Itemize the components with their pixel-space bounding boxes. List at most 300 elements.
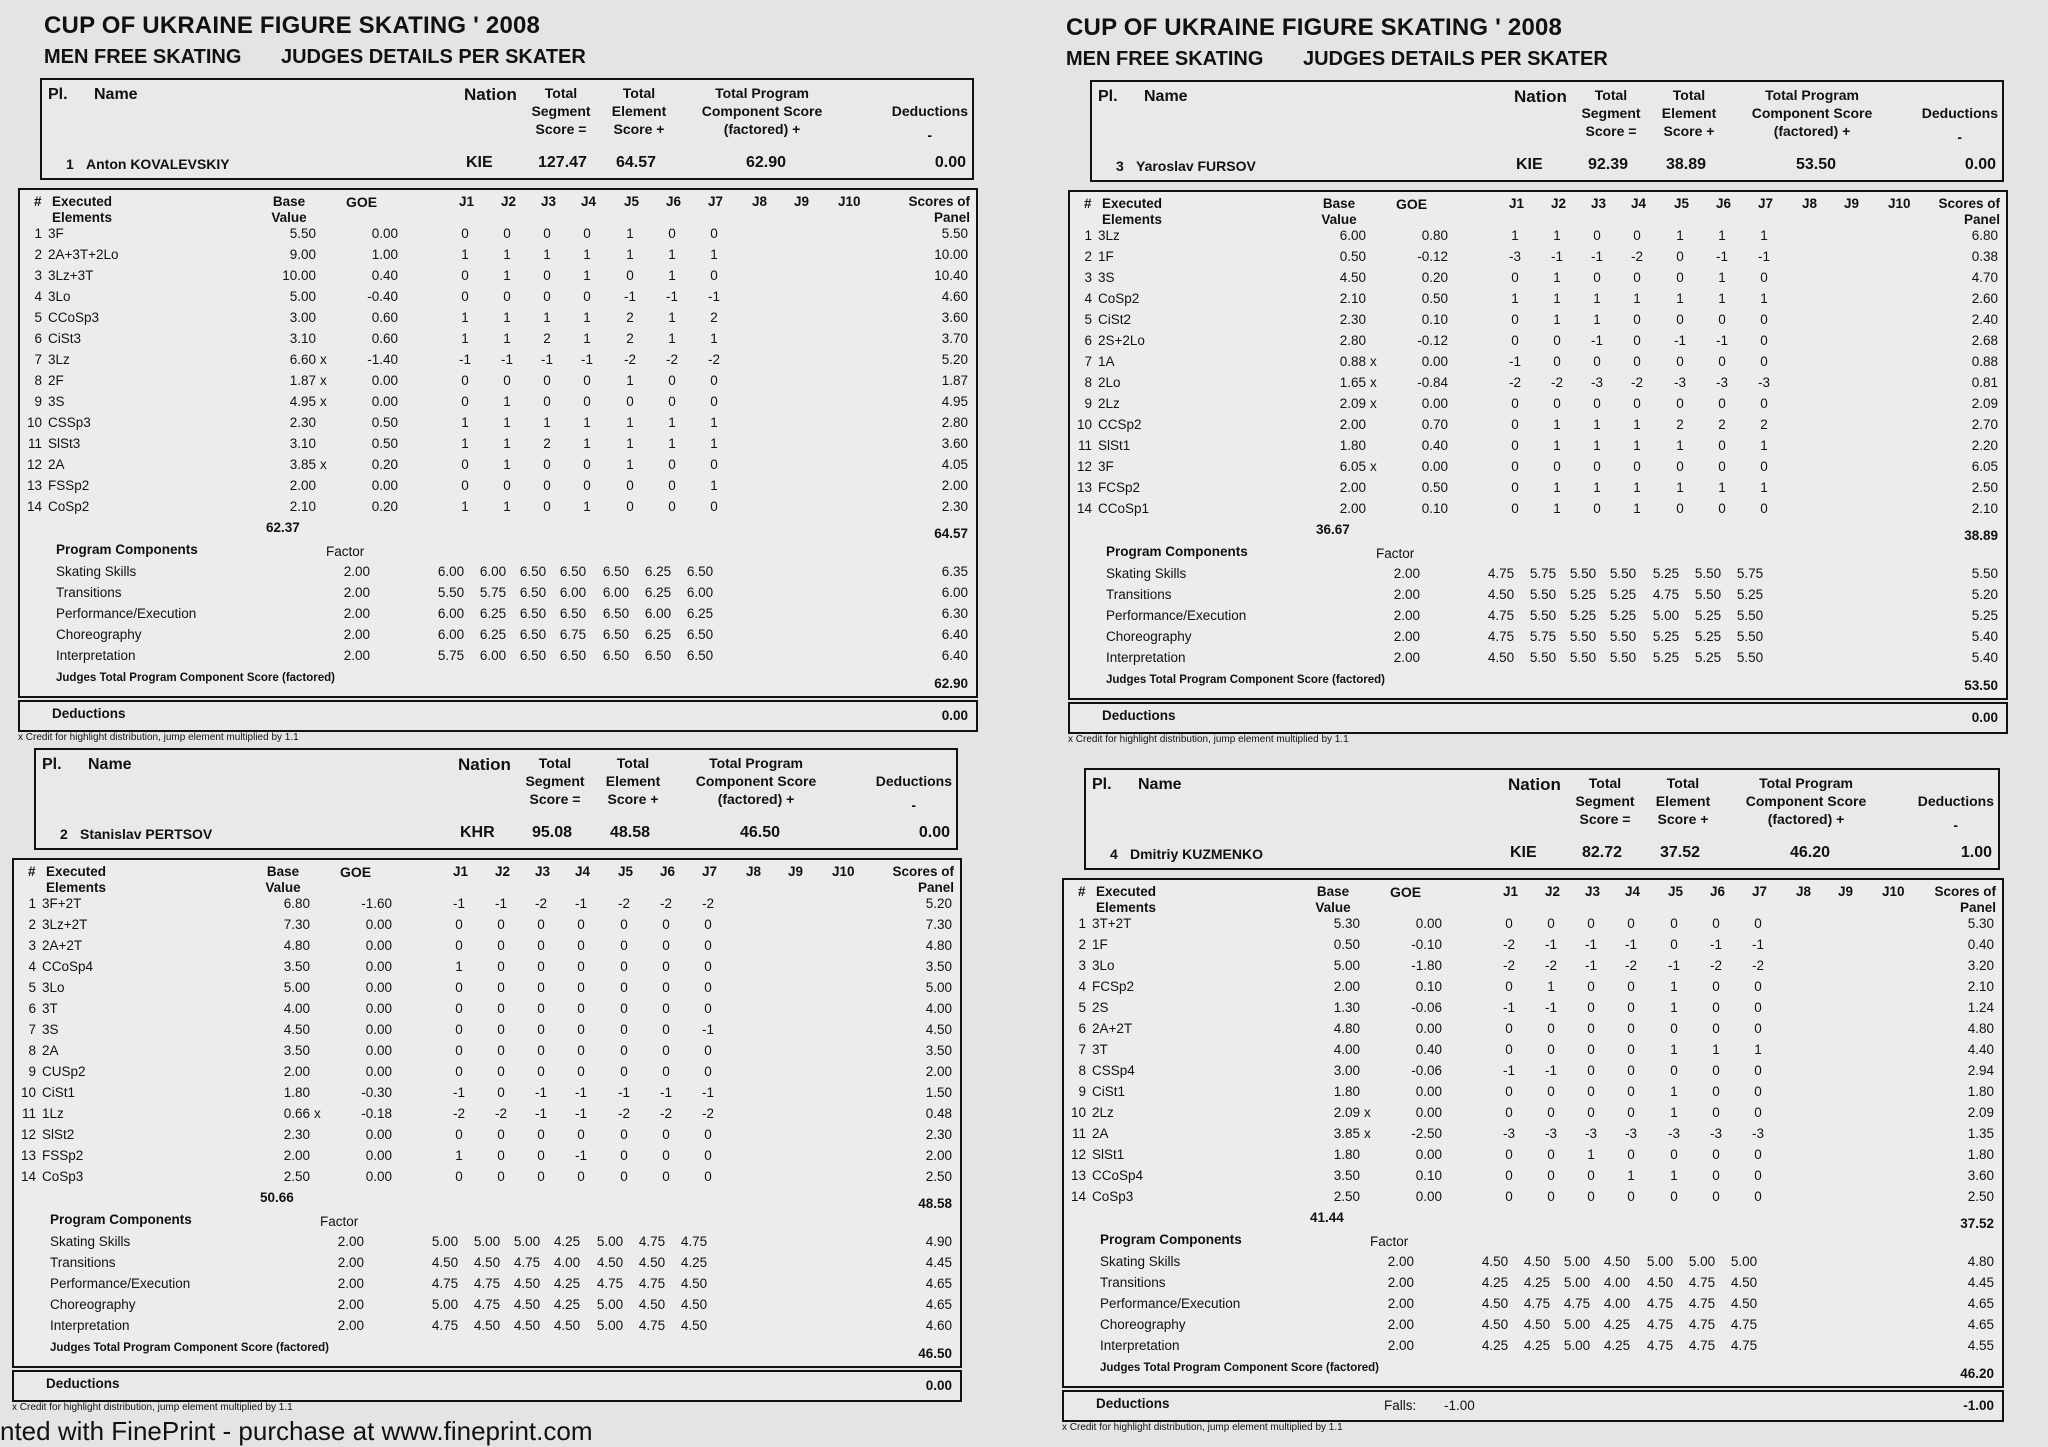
judge-score: 0 [704, 917, 712, 932]
element-number: 7 [28, 1022, 36, 1037]
judge-score: 0 [461, 457, 469, 472]
goe-value: -1.40 [367, 352, 398, 367]
col-judge: J9 [788, 864, 804, 879]
judge-score: 0 [461, 268, 469, 283]
judge-score: -1 [500, 352, 513, 367]
judge-score: -1 [458, 352, 471, 367]
judge-score: 0 [1587, 1168, 1595, 1183]
element-number: 5 [1084, 312, 1092, 327]
element-number: 3 [34, 268, 42, 283]
judge-score: 0 [710, 499, 718, 514]
judge-score: 1 [1633, 438, 1641, 453]
judge-score: 0 [662, 980, 670, 995]
judge-component-score: 6.50 [644, 648, 672, 663]
total-segment-score: 127.47 [538, 154, 587, 171]
judge-score: 1 [1633, 417, 1641, 432]
judge-score: 0 [668, 499, 676, 514]
col-num: # [1078, 884, 1086, 899]
name-label: Name [1144, 88, 1188, 105]
judge-score: -3 [1590, 375, 1603, 390]
col-judge: J8 [746, 864, 762, 879]
goe-value: 0.00 [1415, 916, 1442, 931]
panel-score: 3.60 [941, 310, 968, 325]
judge-score: 0 [497, 917, 505, 932]
col-scores-of-panel: Scores of Panel [908, 194, 970, 225]
judge-component-score: 6.25 [644, 627, 672, 642]
judge-score: 0 [1760, 312, 1768, 327]
judge-score: 0 [1587, 1021, 1595, 1036]
component-factor: 2.00 [337, 1297, 364, 1312]
panel-score: 10.40 [934, 268, 968, 283]
subtitle-report: JUDGES DETAILS PER SKATER [1302, 48, 1608, 70]
component-name: Interpretation [1100, 1338, 1180, 1353]
judge-score: -2 [1544, 958, 1557, 973]
judge-component-score: 6.00 [479, 648, 507, 663]
component-name: Skating Skills [50, 1234, 131, 1249]
judge-score: 0 [503, 478, 511, 493]
element-code: 3S [1098, 270, 1115, 285]
judge-component-score: 4.75 [1652, 587, 1680, 602]
judge-score: 0 [1718, 438, 1726, 453]
base-value: 3.85 [289, 457, 316, 472]
goe-value: 0.00 [1415, 1189, 1442, 1204]
judge-score: -2 [701, 896, 714, 911]
element-code: 2A [42, 1043, 59, 1058]
skater-nation: KIE [1510, 844, 1537, 861]
base-value: 2.00 [1339, 501, 1366, 516]
goe-value: 0.00 [365, 1022, 392, 1037]
judge-score: 0 [537, 1022, 545, 1037]
judge-component-score: 6.00 [437, 606, 465, 621]
element-code: CCoSp4 [42, 959, 94, 974]
base-value: 6.80 [283, 896, 310, 911]
total-component-score: 62.90 [746, 154, 787, 171]
goe-value: -2.50 [1411, 1126, 1442, 1141]
base-value: 3.50 [283, 959, 310, 974]
element-number: 11 [27, 436, 42, 451]
judge-score: 1 [626, 436, 634, 451]
goe-value: -0.18 [361, 1106, 392, 1121]
component-name: Interpretation [1106, 650, 1186, 665]
element-number: 3 [28, 938, 36, 953]
judge-score: 0 [1547, 1042, 1555, 1057]
skater-place: 2 [60, 826, 68, 842]
goe-value: 0.50 [371, 415, 398, 430]
panel-score: 0.81 [1971, 375, 1998, 390]
element-number: 1 [34, 226, 42, 241]
judge-score: -1 [1673, 333, 1686, 348]
judge-score: 0 [1676, 459, 1684, 474]
judge-score: -1 [1757, 249, 1770, 264]
table-row [1064, 1126, 2002, 1146]
judge-component-score: 4.75 [1563, 1296, 1591, 1311]
element-code: 2Lz [1092, 1105, 1114, 1120]
panel-score: 0.38 [1971, 249, 1998, 264]
highlight-mark: x [320, 352, 327, 367]
panel-score: 0.88 [1971, 354, 1998, 369]
judge-component-score: 4.50 [596, 1255, 624, 1270]
element-code: SlSt1 [1098, 438, 1131, 453]
judge-component-score: 6.25 [644, 585, 672, 600]
judge-score: 0 [1676, 354, 1684, 369]
base-value: 2.09 [1333, 1105, 1360, 1120]
judge-score: 0 [497, 1085, 505, 1100]
element-number: 6 [1078, 1021, 1086, 1036]
judge-component-score: 5.50 [1569, 650, 1597, 665]
component-panel-score: 5.50 [1971, 566, 1998, 581]
judge-component-score: 4.75 [1688, 1275, 1716, 1290]
col-goe: GOE [340, 864, 372, 880]
tss-label: Total Segment Score = [525, 755, 585, 807]
base-value: 2.00 [1339, 417, 1366, 432]
table-row [14, 1148, 960, 1168]
component-name: Performance/Execution [1106, 608, 1247, 623]
table-row [14, 1085, 960, 1105]
panel-score: 2.30 [925, 1127, 952, 1142]
judge-score: -1 [1584, 937, 1597, 952]
component-factor: 2.00 [337, 1234, 364, 1249]
tss-label: Total Segment Score = [1581, 87, 1641, 139]
goe-value: 0.10 [1421, 312, 1448, 327]
judge-score: 0 [620, 1127, 628, 1142]
table-row [1070, 396, 2006, 416]
element-number: 11 [1071, 1126, 1086, 1141]
table-row [1070, 480, 2006, 500]
judge-score: 0 [704, 1043, 712, 1058]
judge-score: 1 [1712, 1042, 1720, 1057]
highlight-mark: x [320, 373, 327, 388]
judge-score: 0 [1633, 270, 1641, 285]
element-number: 1 [28, 896, 36, 911]
element-code: CiSt3 [48, 331, 82, 346]
judge-score: 0 [1760, 501, 1768, 516]
judge-score: -1 [1508, 354, 1521, 369]
element-number: 1 [1078, 916, 1086, 931]
judge-score: 0 [1511, 396, 1519, 411]
goe-value: 0.80 [1421, 228, 1448, 243]
judge-score: 0 [1547, 1084, 1555, 1099]
judge-score: 0 [1547, 916, 1555, 931]
component-score-total: 46.20 [1960, 1366, 1994, 1381]
judge-score: -2 [1502, 958, 1515, 973]
base-value: 2.10 [1339, 291, 1366, 306]
judge-score: 1 [461, 310, 469, 325]
judge-score: 1 [1593, 438, 1601, 453]
goe-value: -0.06 [1411, 1000, 1442, 1015]
judge-score: 0 [1627, 916, 1635, 931]
component-panel-score: 4.45 [1967, 1275, 1994, 1290]
judge-component-score: 4.75 [638, 1234, 666, 1249]
judge-component-score: 4.75 [1487, 566, 1515, 581]
element-number: 2 [1084, 249, 1092, 264]
judge-score: 0 [1553, 459, 1561, 474]
judge-score: 0 [1633, 459, 1641, 474]
judges-total-label: Judges Total Program Component Score (factored) [1100, 1362, 1380, 1374]
judge-score: 0 [543, 373, 551, 388]
judge-component-score: 5.00 [1652, 608, 1680, 623]
table-row [14, 938, 960, 958]
judge-component-score: 5.25 [1694, 608, 1722, 623]
name-label: Name [1138, 776, 1182, 793]
judge-score: 0 [668, 478, 676, 493]
judge-score: 0 [1633, 354, 1641, 369]
table-row [1064, 1105, 2002, 1125]
judge-score: -3 [1751, 1126, 1764, 1141]
goe-value: 0.50 [1421, 291, 1448, 306]
judge-score: 1 [668, 331, 676, 346]
judge-score: -1 [1502, 1000, 1515, 1015]
col-judge: J10 [838, 194, 861, 209]
element-code: 3S [42, 1022, 59, 1037]
element-number: 2 [1078, 937, 1086, 952]
judge-score: 0 [1633, 228, 1641, 243]
judge-component-score: 6.50 [686, 648, 714, 663]
judge-score: 0 [1754, 1000, 1762, 1015]
goe-value: -1.60 [361, 896, 392, 911]
judge-score: 1 [1553, 270, 1561, 285]
col-judge: J1 [459, 194, 475, 209]
pcs-label: Total Program Component Score (factored) + [1751, 87, 1873, 139]
judge-score: 1 [668, 247, 676, 262]
component-name: Skating Skills [1106, 566, 1187, 581]
judge-score: 0 [704, 1064, 712, 1079]
judge-component-score: 4.75 [1646, 1317, 1674, 1332]
judge-score: 0 [1511, 270, 1519, 285]
goe-value: 0.00 [365, 1043, 392, 1058]
element-number: 9 [34, 394, 42, 409]
judge-score: -2 [1751, 958, 1764, 973]
element-code: 3Lz [1098, 228, 1120, 243]
judge-score: -1 [534, 1085, 547, 1100]
program-components-title: Program Components [1100, 1232, 1242, 1247]
table-row [14, 1022, 960, 1042]
col-judge: J5 [618, 864, 634, 879]
deductions-label: Deductions [1917, 793, 1994, 809]
panel-score: 2.50 [925, 1169, 952, 1184]
goe-value: 0.20 [371, 457, 398, 472]
judge-score: 0 [1676, 396, 1684, 411]
panel-score: 2.50 [1971, 480, 1998, 495]
component-panel-score: 6.30 [941, 606, 968, 621]
total-segment-score: 82.72 [1582, 844, 1623, 861]
panel-score: 2.00 [941, 478, 968, 493]
judge-score: 0 [1670, 937, 1678, 952]
judge-component-score: 5.25 [1736, 587, 1764, 602]
panel-score: 2.68 [1971, 333, 1998, 348]
judges-total-label: Judges Total Program Component Score (factored) [56, 672, 336, 684]
base-value: 1.80 [1339, 438, 1366, 453]
judge-score: 0 [503, 373, 511, 388]
judge-component-score: 4.50 [513, 1276, 541, 1291]
judge-score: 0 [577, 1001, 585, 1016]
judge-component-score: 4.75 [1523, 1296, 1551, 1311]
judge-score: 0 [662, 1169, 670, 1184]
component-name: Choreography [50, 1297, 136, 1312]
judge-component-score: 5.25 [1694, 650, 1722, 665]
panel-score: 6.80 [1971, 228, 1998, 243]
panel-score: 3.20 [1967, 958, 1994, 973]
judge-component-score: 5.00 [596, 1318, 624, 1333]
judge-component-score: 6.50 [519, 627, 547, 642]
judge-component-score: 5.25 [1609, 587, 1637, 602]
judge-score: 1 [1718, 291, 1726, 306]
judge-score: 1 [1670, 1168, 1678, 1183]
table-row [20, 310, 976, 330]
elements-table [12, 858, 962, 1368]
tes-label: Total Element Score + [1655, 775, 1711, 827]
nation-label: Nation [1508, 775, 1561, 794]
judge-score: -2 [617, 896, 630, 911]
judge-component-score: 5.75 [1736, 566, 1764, 581]
goe-value: 0.10 [1415, 979, 1442, 994]
judge-score: 0 [1505, 1021, 1513, 1036]
subtitle-segment: MEN FREE SKATING [44, 46, 242, 68]
component-factor: 2.00 [337, 1318, 364, 1333]
col-judge: J10 [1882, 884, 1905, 899]
judge-component-score: 4.75 [473, 1297, 501, 1312]
col-judge: J7 [1758, 196, 1774, 211]
base-value: 3.50 [1333, 1168, 1360, 1183]
base-value: 1.65 [1339, 375, 1366, 390]
judge-score: 1 [1547, 979, 1555, 994]
tes-label: Total Element Score + [1661, 87, 1717, 139]
element-code: SlSt1 [1092, 1147, 1125, 1162]
judge-score: 0 [1633, 333, 1641, 348]
sheet-title: CUP OF UKRAINE FIGURE SKATING ' 2008 [44, 12, 541, 39]
judge-score: 0 [710, 226, 718, 241]
judge-score: -1 [1751, 937, 1764, 952]
sheet-left [0, 0, 1010, 1443]
judge-score: -3 [1709, 1126, 1722, 1141]
judge-score: 0 [577, 1169, 585, 1184]
judge-component-score: 4.50 [1646, 1275, 1674, 1290]
judge-score: 0 [1511, 438, 1519, 453]
panel-score: 2.60 [1971, 291, 1998, 306]
judge-score: 2 [1676, 417, 1684, 432]
goe-value: 0.00 [1421, 459, 1448, 474]
ded-sign: - [927, 127, 932, 143]
judge-score: -1 [574, 1085, 587, 1100]
judge-score: 0 [626, 268, 634, 283]
skater-nation: KIE [466, 154, 493, 171]
col-executed: Executed Elements [52, 194, 113, 225]
judge-score: 0 [455, 1001, 463, 1016]
judge-score: -1 [534, 1106, 547, 1121]
judge-score: -1 [665, 289, 678, 304]
element-code: 2A+2T [1092, 1021, 1133, 1036]
component-row [20, 627, 976, 647]
goe-value: 0.00 [371, 394, 398, 409]
judge-score: -1 [452, 896, 465, 911]
goe-value: 0.50 [371, 436, 398, 451]
component-row [14, 1276, 960, 1296]
component-row [1064, 1338, 2002, 1358]
col-judge: J2 [495, 864, 511, 879]
judge-component-score: 4.75 [1646, 1338, 1674, 1353]
component-row [1070, 650, 2006, 670]
judge-component-score: 4.75 [1688, 1338, 1716, 1353]
judge-score: 0 [461, 478, 469, 493]
component-panel-score: 4.45 [925, 1255, 952, 1270]
element-number: 14 [1076, 501, 1092, 516]
judge-score: -3 [1502, 1126, 1515, 1141]
judge-score: 0 [1505, 916, 1513, 931]
judge-score: 1 [1553, 291, 1561, 306]
judge-score: 0 [583, 226, 591, 241]
deductions-box [1062, 1390, 2004, 1422]
judge-score: 0 [455, 1169, 463, 1184]
element-code: 3Lz+3T [48, 268, 94, 283]
judge-component-score: 4.25 [1481, 1275, 1509, 1290]
judge-score: -1 [1544, 1000, 1557, 1015]
total-component-score: 46.50 [740, 824, 781, 841]
judge-score: 0 [704, 959, 712, 974]
program-components-title: Program Components [1106, 544, 1248, 559]
element-number: 14 [1070, 1189, 1086, 1204]
element-number: 13 [20, 1148, 36, 1163]
footnote: x Credit for highlight distribution, jump element multiplied by 1.1 [12, 1402, 293, 1413]
judge-component-score: 4.50 [513, 1318, 541, 1333]
table-row [1070, 228, 2006, 248]
col-judge: J1 [1503, 884, 1519, 899]
factor-label: Factor [326, 544, 365, 559]
skater-header-box [40, 78, 974, 180]
element-code: 3T [1092, 1042, 1108, 1057]
judge-component-score: 5.50 [1609, 629, 1637, 644]
element-code: SlSt2 [42, 1127, 75, 1142]
judge-score: 1 [1633, 480, 1641, 495]
element-code: 1F [1098, 249, 1114, 264]
judge-component-score: 4.75 [596, 1276, 624, 1291]
total-element-score: 38.89 [1666, 156, 1707, 173]
col-judge: J5 [1668, 884, 1684, 899]
base-value: 5.00 [1333, 958, 1360, 973]
component-row [20, 648, 976, 668]
component-row [14, 1255, 960, 1275]
judge-score: 0 [1754, 1105, 1762, 1120]
judge-score: 0 [537, 938, 545, 953]
judge-component-score: 4.75 [1487, 629, 1515, 644]
judge-score: 0 [1718, 312, 1726, 327]
judge-score: 1 [668, 415, 676, 430]
judge-component-score: 6.00 [644, 606, 672, 621]
col-goe: GOE [1390, 884, 1422, 900]
judge-component-score: 5.50 [1609, 650, 1637, 665]
judge-component-score: 5.00 [431, 1234, 459, 1249]
judge-score: 1 [503, 499, 511, 514]
base-value: 5.00 [283, 980, 310, 995]
judge-component-score: 4.75 [1730, 1317, 1758, 1332]
judge-component-score: 5.50 [1529, 608, 1557, 623]
judge-score: 1 [503, 436, 511, 451]
goe-value: 0.50 [1421, 480, 1448, 495]
element-code: 3T+2T [1092, 916, 1132, 931]
panel-score: 4.70 [1971, 270, 1998, 285]
element-number: 10 [26, 415, 42, 430]
judge-component-score: 6.25 [479, 627, 507, 642]
judge-score: 0 [537, 1127, 545, 1142]
judge-score: 0 [1754, 1147, 1762, 1162]
judge-score: 0 [668, 373, 676, 388]
total-element-score: 64.57 [616, 154, 657, 171]
judge-component-score: 4.75 [638, 1276, 666, 1291]
judge-score: 0 [455, 1064, 463, 1079]
judge-component-score: 6.50 [559, 564, 587, 579]
col-num: # [34, 194, 42, 209]
judge-score: 0 [461, 226, 469, 241]
base-value: 6.00 [1339, 228, 1366, 243]
pcs-label: Total Program Component Score (factored) + [695, 755, 817, 807]
